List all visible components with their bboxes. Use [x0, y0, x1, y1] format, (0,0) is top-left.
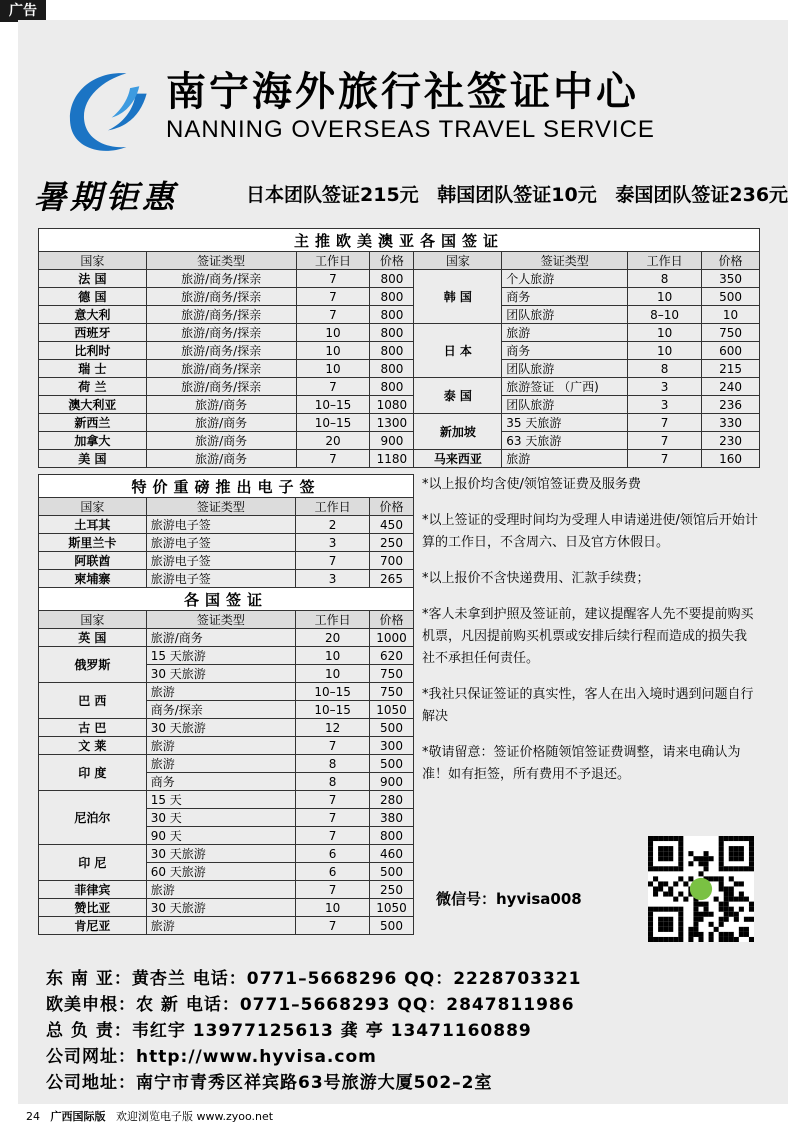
table-row [39, 719, 414, 737]
country-cell: 荷 兰 [39, 378, 147, 396]
workdays-cell: 7 [296, 288, 370, 306]
promo-headline: 暑期钜惠 [34, 178, 179, 216]
ad-tag: 广告 [0, 0, 46, 22]
visa-type-cell: 旅游 [146, 917, 296, 935]
visa-type-cell: 旅游签证 （广西) [502, 378, 628, 396]
country-cell: 德 国 [39, 288, 147, 306]
wechat-id: 微信号：hyvisa008 [436, 890, 582, 908]
table-row [39, 396, 760, 414]
country-cell: 斯里兰卡 [39, 534, 147, 552]
table-row [39, 432, 760, 450]
note-item: *敬请留意：签证价格随领馆签证费调整，请来电确认为准！如有拒签，所有费用不予退还。 [422, 745, 741, 782]
visa-type-cell: 旅游 [502, 324, 628, 342]
workdays-cell: 12 [296, 719, 370, 737]
workdays-cell: 2 [296, 516, 370, 534]
price-cell: 500 [370, 719, 414, 737]
visa-type-cell: 旅游/商务 [146, 450, 296, 468]
table-title: 主推欧美澳亚各国签证 [39, 229, 760, 252]
table-row [39, 360, 760, 378]
visa-type-cell: 商务 [502, 342, 628, 360]
visa-type-cell: 旅游 [146, 881, 296, 899]
workdays-cell: 10–15 [296, 701, 370, 719]
price-cell: 1300 [370, 414, 414, 432]
price-cell: 330 [702, 414, 760, 432]
visa-type-cell: 商务/探亲 [146, 701, 296, 719]
price-cell: 460 [370, 845, 414, 863]
table-row [39, 917, 414, 935]
workdays-cell: 7 [296, 737, 370, 755]
country-cell: 韩 国 [414, 270, 502, 324]
visa-type-cell: 旅游/商务/探亲 [146, 324, 296, 342]
table-row [39, 647, 414, 665]
visa-type-cell: 30 天旅游 [146, 845, 296, 863]
footer-text: 欢迎浏览电子版 www.zyoo.net [116, 1110, 274, 1123]
price-cell: 800 [370, 378, 414, 396]
price-cell: 500 [370, 917, 414, 935]
price-cell: 350 [702, 270, 760, 288]
visa-type-cell: 30 天旅游 [146, 665, 296, 683]
workdays-cell: 7 [296, 881, 370, 899]
price-cell: 280 [370, 791, 414, 809]
price-cell: 750 [702, 324, 760, 342]
country-cell: 马来西亚 [414, 450, 502, 468]
workdays-cell: 7 [296, 306, 370, 324]
price-cell: 500 [702, 288, 760, 306]
workdays-cell: 3 [628, 378, 702, 396]
price-cell: 265 [370, 570, 414, 588]
workdays-cell: 3 [296, 534, 370, 552]
price-cell: 800 [370, 306, 414, 324]
workdays-cell: 7 [296, 827, 370, 845]
price-cell: 800 [370, 342, 414, 360]
table-row [39, 324, 760, 342]
table-row [39, 881, 414, 899]
price-cell: 1180 [370, 450, 414, 468]
price-cell: 215 [702, 360, 760, 378]
country-cell: 法 国 [39, 270, 147, 288]
country-cell: 肯尼亚 [39, 917, 147, 935]
table-row [39, 737, 414, 755]
visa-type-cell: 团队旅游 [502, 360, 628, 378]
price-cell: 800 [370, 360, 414, 378]
price-cell: 600 [702, 342, 760, 360]
workdays-cell: 8–10 [628, 306, 702, 324]
workdays-cell: 6 [296, 863, 370, 881]
workdays-cell: 10 [628, 324, 702, 342]
evisa-and-other-table [38, 474, 414, 935]
price-cell: 160 [702, 450, 760, 468]
visa-type-cell: 旅游/商务 [146, 414, 296, 432]
table-row [39, 791, 414, 809]
visa-type-cell: 旅游电子签 [146, 552, 296, 570]
workdays-cell: 10 [628, 342, 702, 360]
workdays-cell: 20 [296, 629, 370, 647]
visa-type-cell: 旅游/商务/探亲 [146, 360, 296, 378]
table-row [39, 534, 414, 552]
country-cell: 西班牙 [39, 324, 147, 342]
workdays-cell: 7 [296, 917, 370, 935]
country-cell: 瑞 士 [39, 360, 147, 378]
visa-type-cell: 旅游 [502, 450, 628, 468]
company-logo [62, 66, 154, 158]
column-header: 工作日 [296, 498, 370, 516]
price-cell: 380 [370, 809, 414, 827]
visa-type-cell: 旅游 [146, 755, 296, 773]
country-cell: 日 本 [414, 324, 502, 378]
visa-type-cell: 团队旅游 [502, 306, 628, 324]
country-cell: 菲律宾 [39, 881, 147, 899]
note-item: *客人未拿到护照及签证前，建议提醒客人先不要提前购买机票，凡因提前购买机票或安排后续行程而造成的损失我社不承担任何责任。 [422, 607, 754, 666]
country-cell: 印 度 [39, 755, 147, 791]
country-cell: 古 巴 [39, 719, 147, 737]
price-cell: 750 [370, 683, 414, 701]
workdays-cell: 10 [296, 647, 370, 665]
price-cell: 1080 [370, 396, 414, 414]
price-cell: 800 [370, 827, 414, 845]
visa-type-cell: 旅游/商务 [146, 629, 296, 647]
visa-type-cell: 旅游 [146, 737, 296, 755]
visa-type-cell: 30 天旅游 [146, 719, 296, 737]
note-item: *以上报价均含使/领馆签证费及服务费 [422, 477, 641, 492]
table-row [39, 755, 414, 773]
company-title-cn: 南宁海外旅行社签证中心 [166, 69, 639, 115]
visa-type-cell: 35 天旅游 [502, 414, 628, 432]
note-item: *我社只保证签证的真实性，客人在出入境时遇到问题自行解决 [422, 687, 754, 724]
workdays-cell: 10 [296, 324, 370, 342]
price-cell: 500 [370, 755, 414, 773]
contact-line: 总 负 责：韦红宇 13977125613 龚 亭 13471160889 [46, 1021, 532, 1041]
table-row [39, 270, 760, 288]
visa-type-cell: 旅游/商务 [146, 432, 296, 450]
visa-type-cell: 旅游/商务/探亲 [146, 342, 296, 360]
qr-code[interactable] [648, 836, 754, 942]
promo-items [246, 180, 800, 207]
column-header: 国家 [39, 498, 147, 516]
price-cell: 250 [370, 881, 414, 899]
workdays-cell: 7 [628, 414, 702, 432]
workdays-cell: 10 [628, 288, 702, 306]
price-cell: 800 [370, 288, 414, 306]
table-row [39, 552, 414, 570]
visa-type-cell: 63 天旅游 [502, 432, 628, 450]
visa-type-cell: 30 天 [146, 809, 296, 827]
promo-item: 韩国团队签证10元 [437, 184, 597, 206]
workdays-cell: 7 [628, 450, 702, 468]
visa-type-cell: 旅游/商务 [146, 396, 296, 414]
page-number: 24 [26, 1110, 40, 1123]
price-cell: 800 [370, 324, 414, 342]
workdays-cell: 7 [296, 552, 370, 570]
country-cell: 赞比亚 [39, 899, 147, 917]
workdays-cell: 6 [296, 845, 370, 863]
country-cell: 比利时 [39, 342, 147, 360]
visa-type-cell: 旅游/商务/探亲 [146, 306, 296, 324]
country-cell: 尼泊尔 [39, 791, 147, 845]
workdays-cell: 7 [296, 791, 370, 809]
price-cell: 1050 [370, 701, 414, 719]
contact-info [46, 966, 581, 1096]
price-cell: 230 [702, 432, 760, 450]
column-header: 工作日 [296, 252, 370, 270]
promo-banner [34, 168, 789, 220]
column-header: 国家 [39, 252, 147, 270]
workdays-cell: 10 [296, 342, 370, 360]
price-cell: 900 [370, 773, 414, 791]
promo-item: 泰国团队签证236元 [615, 184, 789, 206]
column-header: 签证类型 [502, 252, 628, 270]
visa-type-cell: 旅游 [146, 683, 296, 701]
price-cell: 250 [370, 534, 414, 552]
visa-type-cell: 30 天旅游 [146, 899, 296, 917]
country-cell: 印 尼 [39, 845, 147, 881]
note-item: *以上签证的受理时间均为受理人申请递进使/领馆后开始计算的工作日，不含周六、日及官方休假日。 [422, 513, 758, 550]
workdays-cell: 10 [296, 899, 370, 917]
visa-type-cell: 团队旅游 [502, 396, 628, 414]
country-cell: 英 国 [39, 629, 147, 647]
table-row [39, 570, 414, 588]
contact-line: 公司网址：http://www.hyvisa.com [46, 1047, 377, 1067]
price-cell: 1050 [370, 899, 414, 917]
table-row [39, 450, 760, 468]
country-cell: 阿联酋 [39, 552, 147, 570]
table-title: 特价重磅推出电子签 [39, 475, 414, 498]
price-cell: 900 [370, 432, 414, 450]
visa-type-cell: 90 天 [146, 827, 296, 845]
column-header: 工作日 [628, 252, 702, 270]
country-cell: 土耳其 [39, 516, 147, 534]
price-cell: 450 [370, 516, 414, 534]
workdays-cell: 10 [296, 665, 370, 683]
workdays-cell: 8 [628, 360, 702, 378]
column-header: 价格 [370, 252, 414, 270]
country-cell: 俄罗斯 [39, 647, 147, 683]
visa-type-cell: 商务 [502, 288, 628, 306]
table-row [39, 306, 760, 324]
workdays-cell: 7 [296, 450, 370, 468]
visa-type-cell: 旅游电子签 [146, 570, 296, 588]
price-cell: 300 [370, 737, 414, 755]
column-header: 签证类型 [146, 252, 296, 270]
company-title-en: NANNING OVERSEAS TRAVEL SERVICE [166, 116, 655, 143]
country-cell: 泰 国 [414, 378, 502, 414]
table-row [39, 629, 414, 647]
table-row [39, 414, 760, 432]
table-row [39, 288, 760, 306]
workdays-cell: 20 [296, 432, 370, 450]
country-cell: 新西兰 [39, 414, 147, 432]
country-cell: 澳大利亚 [39, 396, 147, 414]
workdays-cell: 10–15 [296, 683, 370, 701]
visa-type-cell: 15 天 [146, 791, 296, 809]
column-header: 国家 [39, 611, 147, 629]
visa-type-cell: 旅游/商务/探亲 [146, 288, 296, 306]
visa-type-cell: 旅游电子签 [146, 534, 296, 552]
workdays-cell: 8 [296, 755, 370, 773]
workdays-cell: 7 [296, 378, 370, 396]
country-cell: 意大利 [39, 306, 147, 324]
column-header: 价格 [370, 611, 414, 629]
price-cell: 236 [702, 396, 760, 414]
promo-item: 日本团队签证215元 [246, 184, 419, 206]
notes [422, 474, 758, 800]
visa-type-cell: 15 天旅游 [146, 647, 296, 665]
workdays-cell: 8 [628, 270, 702, 288]
workdays-cell: 3 [628, 396, 702, 414]
table-row [39, 683, 414, 701]
table-title: 各国签证 [39, 588, 414, 611]
country-cell: 新加坡 [414, 414, 502, 450]
contact-line: 欧美申根：农 新 电话：0771–5668293 QQ：2847811986 [46, 995, 575, 1015]
price-cell: 1000 [370, 629, 414, 647]
visa-type-cell: 旅游/商务/探亲 [146, 270, 296, 288]
column-header: 价格 [702, 252, 760, 270]
country-cell: 巴 西 [39, 683, 147, 719]
note-item: *以上报价不含快递费用、汇款手续费； [422, 571, 650, 586]
visa-type-cell: 旅游/商务/探亲 [146, 378, 296, 396]
price-cell: 700 [370, 552, 414, 570]
workdays-cell: 10 [296, 360, 370, 378]
price-cell: 800 [370, 270, 414, 288]
visa-type-cell: 商务 [146, 773, 296, 791]
table-row [39, 899, 414, 917]
workdays-cell: 7 [296, 270, 370, 288]
column-header: 签证类型 [146, 611, 296, 629]
workdays-cell: 10–15 [296, 396, 370, 414]
contact-line: 东 南 亚：黄杏兰 电话：0771–5668296 QQ：2228703321 [46, 969, 582, 989]
table-row [39, 378, 760, 396]
workdays-cell: 7 [628, 432, 702, 450]
visa-type-cell: 个人旅游 [502, 270, 628, 288]
workdays-cell: 10–15 [296, 414, 370, 432]
column-header: 签证类型 [146, 498, 296, 516]
price-cell: 240 [702, 378, 760, 396]
country-cell: 美 国 [39, 450, 147, 468]
visa-type-cell: 旅游电子签 [146, 516, 296, 534]
price-cell: 750 [370, 665, 414, 683]
country-cell: 加拿大 [39, 432, 147, 450]
column-header: 国家 [414, 252, 502, 270]
workdays-cell: 8 [296, 773, 370, 791]
price-cell: 620 [370, 647, 414, 665]
price-cell: 500 [370, 863, 414, 881]
price-cell: 10 [702, 306, 760, 324]
table-row [39, 342, 760, 360]
workdays-cell: 3 [296, 570, 370, 588]
visa-type-cell: 60 天旅游 [146, 863, 296, 881]
contact-line: 公司地址：南宁市青秀区祥宾路63号旅游大厦502–2室 [46, 1073, 493, 1093]
table-row [39, 845, 414, 863]
page-footer [26, 1108, 273, 1124]
column-header: 工作日 [296, 611, 370, 629]
country-cell: 柬埔寨 [39, 570, 147, 588]
brand-label: 广西国际版 [50, 1110, 106, 1123]
table-row [39, 516, 414, 534]
workdays-cell: 7 [296, 809, 370, 827]
country-cell: 文 莱 [39, 737, 147, 755]
main-visa-table [38, 228, 760, 468]
column-header: 价格 [370, 498, 414, 516]
